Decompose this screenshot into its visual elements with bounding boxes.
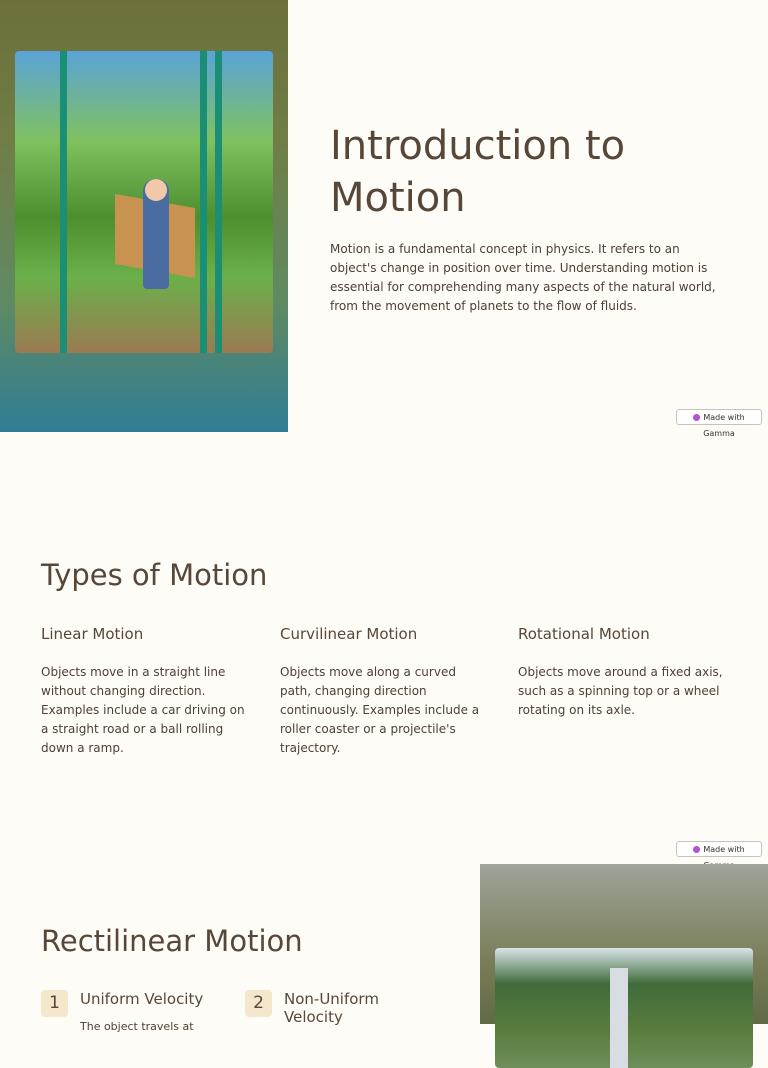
made-with-gamma-badge[interactable] — [676, 409, 762, 438]
step-text: The object travels at — [80, 1020, 194, 1033]
slide-title: Types of Motion — [41, 558, 268, 592]
motion-type-rotational — [518, 625, 723, 720]
swing-pole — [215, 51, 222, 353]
slide-body: Motion is a fundamental concept in physics. It refers to an object's change in position over time. Understanding motion is essential for comprehending many aspects of the natural world, from the movement of planets to the flow of fluids. — [330, 242, 716, 313]
slide-intro — [0, 0, 768, 438]
slide-title: Introduction to Motion — [330, 123, 626, 221]
column-heading: Curvilinear Motion — [280, 625, 418, 643]
image-panel — [480, 864, 768, 1024]
image-panel — [0, 0, 288, 432]
column-text: Objects move around a fixed axis, such as a spinning top or a wheel rotating on its axle. — [518, 665, 723, 717]
column-heading: Linear Motion — [41, 625, 144, 643]
step-number: 1 — [41, 990, 68, 1017]
slide-types — [0, 432, 768, 864]
slide-rectilinear — [0, 864, 768, 1033]
badge-label: Made with Gamma — [703, 413, 745, 438]
gamma-logo-icon — [693, 846, 700, 853]
column-text: Objects move along a curved path, changing direction continuously. Examples include a roller coaster or a projectile's trajectory. — [280, 665, 480, 755]
step-label: Uniform Velocity — [80, 990, 204, 1008]
waterfall-photo — [495, 948, 753, 1068]
gamma-logo-icon — [693, 414, 700, 421]
swing-photo — [15, 51, 273, 353]
motion-type-linear — [41, 625, 246, 758]
column-text: Objects move in a straight line without changing direction. Examples include a car driving on a straight road or a ball rolling down a ramp. — [41, 665, 245, 755]
step-label: Non-Uniform Velocity — [284, 990, 379, 1026]
child-head — [145, 179, 167, 201]
swing-pole — [60, 51, 67, 353]
waterfall — [610, 968, 628, 1068]
badge-label: Made with — [703, 845, 745, 854]
slide-title: Rectilinear Motion — [41, 924, 303, 958]
swing-pole — [200, 51, 207, 353]
step-number: 2 — [245, 990, 272, 1017]
made-with-gamma-badge[interactable] — [676, 841, 762, 857]
column-heading: Rotational Motion — [518, 625, 650, 643]
motion-type-curvilinear — [280, 625, 485, 758]
